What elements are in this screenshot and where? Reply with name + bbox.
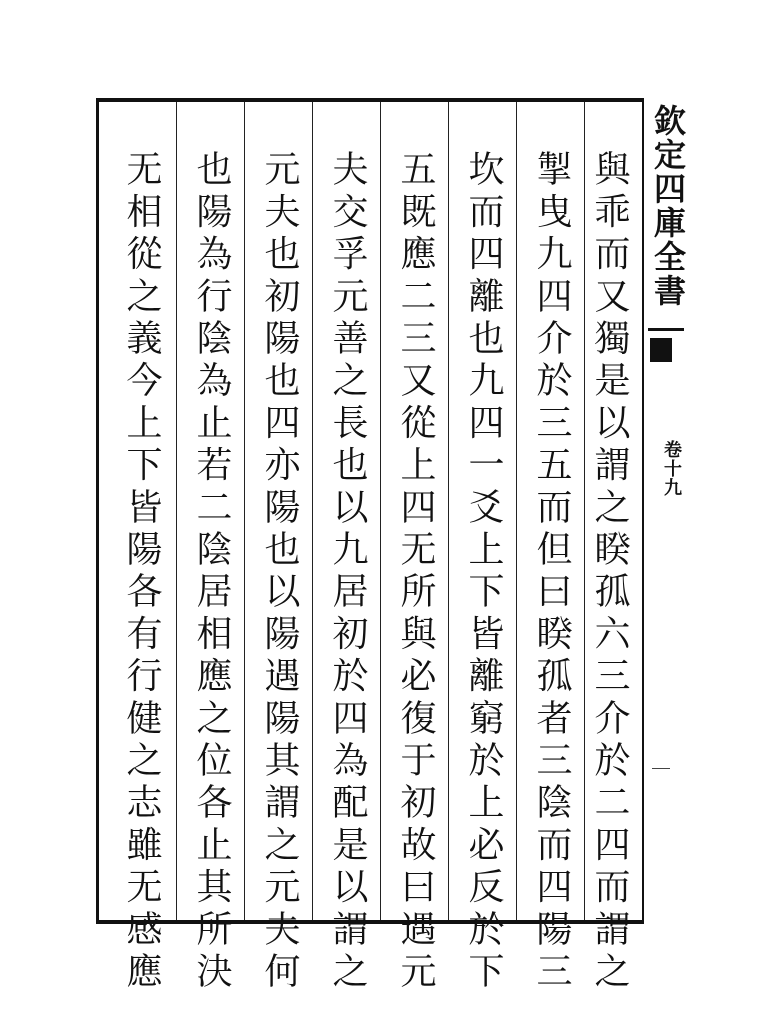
text-column-4	[390, 150, 440, 994]
fishtail-mark	[650, 338, 672, 362]
column-divider	[516, 102, 517, 920]
margin-volume: 卷十九	[661, 440, 682, 497]
column-divider	[380, 102, 381, 920]
text-column-8	[116, 150, 166, 994]
column-text: 五既應二三又從上四无所與必復于初故曰遇元	[395, 150, 436, 994]
text-column-7	[186, 150, 236, 994]
text-column-2	[526, 150, 576, 994]
margin-tick	[652, 768, 670, 769]
column-text: 无相從之義今上下皆陽各有行健之志雖无感應	[121, 150, 162, 994]
column-divider	[176, 102, 177, 920]
column-text: 坎而四離也九四一爻上下皆離窮於上必反於下	[463, 150, 504, 994]
column-text: 與乖而又獨是以謂之睽孤六三介於二四而謂之	[589, 150, 630, 994]
column-divider	[312, 102, 313, 920]
margin-title: 欽定四庫全書	[649, 104, 687, 308]
column-text: 元夫也初陽也四亦陽也以陽遇陽其謂之元夫何	[259, 150, 300, 994]
text-column-3	[458, 150, 508, 994]
column-text: 也陽為行陰為止若二陰居相應之位各止其所決	[191, 150, 232, 994]
margin-rule	[648, 328, 684, 331]
column-divider	[448, 102, 449, 920]
column-text: 夫交孚元善之長也以九居初於四為配是以謂之	[327, 150, 368, 994]
text-column-5	[322, 150, 372, 994]
text-column-1	[584, 150, 634, 994]
text-column-6	[254, 150, 304, 994]
column-divider	[244, 102, 245, 920]
column-text: 掣曳九四介於三五而但曰睽孤者三陰而四陽三	[531, 150, 572, 994]
